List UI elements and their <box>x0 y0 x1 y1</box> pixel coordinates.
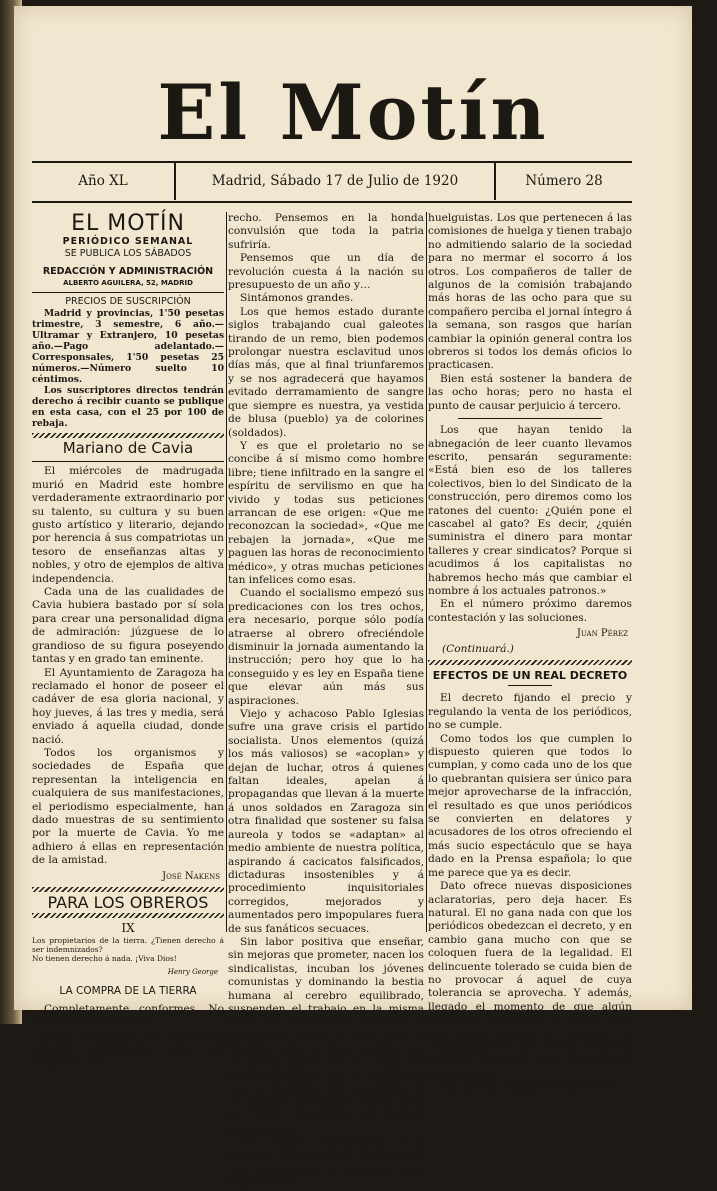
divider <box>458 418 602 419</box>
publication-schedule: SE PUBLICA LOS SÁBADOS <box>64 248 192 259</box>
obituary-signature: José Nakens <box>162 870 220 882</box>
article-paragraph: Dato ofrece nuevas disposiciones aclaratorias, pero deja hacer. Es natural. El no gana nada con que los periódicos obedezcan el decreto, y en cambio gana mucho con que se coloquen fuera de la legalidad. El delincuente tolerado se cuida bien de no provocar á aquel de cuya tolerancia se aprovecha. Y además, llegado el momento de que algún periódico molestase al señor Dato por cosas ajenas al decreto, el incumplimiento del decreto sería un pretexto excelente para atropellar á ese periódico. <box>428 880 632 1080</box>
info-bar <box>32 162 632 200</box>
column-divider <box>426 212 427 932</box>
series-number: IX <box>121 921 135 936</box>
divider <box>32 292 224 293</box>
office-heading: REDACCIÓN Y ADMINISTRACIÓN <box>42 266 214 277</box>
obituary-paragraph: Todos los organismos y sociedades de España que representan la inteligencia en cualquiera de sus manifestaciones, el periodismo especialmente, han dado muestras de su sentimiento por la muerte de Cavia. Yo me adhiero á ellas en representación de la amistad. <box>32 746 224 867</box>
prices-text: Madrid y provincias, 1'50 pesetas trimestre, 3 semestre, 6 año.—Ultramar y Extranjero, 10 pesetas año.—Pago adelantado.—Corresponsales, 1'50 pesetas 25 números.—Número suelto 10 céntimos. <box>32 308 224 385</box>
continued-note: (Continuará.) <box>442 642 514 655</box>
masthead-title: El Motín <box>157 68 549 157</box>
obituary-paragraph: El miércoles de madrugada murió en Madrid este hombre verdaderamente extraordinario por su talento, su cultura y su buen gusto artístico y literario, dejando por herencia á sus compatriotas un tesoro de enseñanzas altas y nobles, y otro de ejemplos de altiva independencia. <box>32 465 224 585</box>
article-paragraph: Y es que el proletario no se concibe á sí mismo como hombre libre; tiene infiltrado en la sangre el espíritu de servilismo en que ha vivido y todas sus peticiones arrancan de ese origen: «Que me reconozcan la sociedad», «Que me rebajen la jornada», «Que me paguen las horas de reconocimiento médico», y otras muchas peticiones tan infelices como esas. <box>228 439 424 586</box>
epigraph-line: Los propietarios de la tierra. ¿Tienen derecho á ser indemnizados? <box>32 935 224 954</box>
obituary-heading: Mariano de Cavia <box>62 439 194 457</box>
epigraph-author: Henry George <box>167 967 218 976</box>
divider <box>32 461 224 462</box>
obituary-paragraph: El Ayuntamiento de Zaragoza ha reclamado el honor de poseer el cadáver de esa gloria nacional, y hoy jueves, á las tres y media, será enviado á aquella ciudad, donde nació. <box>32 666 224 746</box>
prices-heading: PRECIOS DE SUSCRIPCIÓN <box>65 296 191 307</box>
article-paragraph: Los que hemos estado durante siglos trabajando cual galeotes tirando de un remo, bien podemos prolongar nuestra esclavitud unos días más, que al final triunfaremos y se nos agradecerá que hayamos evitado derramamiento de sangre que siempre es nuestra, ya vestida de blusa (pueblo) ya de colorines (soldados). <box>228 305 424 439</box>
ornamental-rule <box>32 913 224 918</box>
article-paragraph: Viejo y achacoso Pablo Iglesias sufre una grave crisis el partido socialista. Unos elementos (quizá los más valiosos) se «acoplan» y dejan de luchar, otros á quienes faltan ideales, apelan á propagandas que llevan á la muerte á unos soldados en Zaragoza sin otra finalidad que sostener su falsa aureola y todos se «adaptan» al medio ambiente de nuestra política, aspirando á cacicatos falsificados, dictaduras insostenibles y á procedimiento inquisitoriales corregidos, mejorados y aumentados pero impopulares fuera de sus fanáticos secuaces. <box>228 708 424 935</box>
obreros-heading: PARA LOS OBREROS <box>47 893 209 912</box>
article-paragraph: Así, que la disposición ha servido <box>440 1081 619 1094</box>
issue-number: Número 28 <box>525 173 603 189</box>
divider <box>508 685 552 686</box>
publisher-title: EL MOTÍN <box>71 211 185 236</box>
article-paragraph: huelguistas. Los que pertenecen á las comisiones de huelga y tienen trabajo no admitiendo salario de la sociedad para no mermar el socorro á los otros. Los compañeros de taller de algunos de la comisión trabajando más horas de las ocho para que su compañero perciba el jornal íntegro á la semana, son rasgos que harían cambiar la opinión general contra los obreros si todos los demás oficios lo practicasen. <box>428 212 632 372</box>
office-address: ALBERTO AGUILERA, 52, MADRID <box>63 279 193 287</box>
masthead-rule-bottom <box>32 201 632 203</box>
article-paragraph: recho. Pensemos en la honda convulsión que toda la patria sufriría. <box>228 212 424 251</box>
obituary-paragraph: Cada una de las cualidades de Cavia hubiera bastado por sí sola para crear una personalidad digna de admiración: júzguese de lo grandioso de su figura poseyendo tantas y en grado tan eminente. <box>32 586 224 666</box>
article-paragraph: Completamente conformes. No tienen derecho á nada. <box>32 1002 224 1029</box>
newspaper-page <box>14 6 692 1190</box>
ornamental-rule <box>32 887 224 892</box>
obreros-subheading: LA COMPRA DE LA TIERRA <box>59 985 197 998</box>
publisher-box <box>32 212 224 429</box>
publisher-subtitle: PERIÓDICO SEMANAL <box>62 236 194 247</box>
article-paragraph: Cuando el socialismo empezó sus predicaciones con los tres ochos, era necesario, porque sólo podía atraerse al obrero ofreciéndole disminuir la jornada aumentando la instrucción; pero hoy que lo ha conseguido y es ley en España tiene que elevar aún más sus aspiraciones. <box>228 587 424 707</box>
article-paragraph: Pero valoremos las vidas que costaría arrebatarles este mal adquirido de- <box>32 1029 224 1069</box>
article-paragraph: Pensemos que un día de revolución cuesta á la nación su presupuesto de un año y… <box>228 252 424 292</box>
decreto-heading: EFECTOS DE UN REAL DECRETO <box>432 669 628 682</box>
article-signature: Juan Pérez <box>576 628 628 640</box>
article-paragraph: En el número próximo daremos contestación y las soluciones. <box>428 598 632 624</box>
article-paragraph: El decreto fijando el precio y regulando la venta de los periódicos, no se cumple. <box>428 692 632 732</box>
prices-note: Los suscriptores directos tendrán derecho á recibir cuanto se publique en esta casa, con el 25 por 100 de rebaja. <box>32 385 224 429</box>
article-paragraph: Ha habido excepciones. Los canteros que trabajan entregando una buena parte de su jornal para sostener los <box>228 1137 424 1190</box>
epigraph-line: No tienen derecho á nada. ¡Viva Dios! <box>32 953 177 963</box>
year-label: Año XL <box>78 173 128 189</box>
column-3 <box>428 212 632 1095</box>
article-paragraph: Sintámonos grandes. <box>240 292 354 305</box>
dateline: Madrid, Sábado 17 de Julio de 1920 <box>211 173 459 189</box>
ornamental-rule <box>428 660 632 665</box>
article-paragraph: Los que hayan tenido la abnegación de leer cuanto llevamos escrito, pensarán seguramente: «Está bien eso de los talleres colectivos, bien lo del Sindicato de la construcción, pero diremos como los ratones del cuento: ¿Quién pone el cascabel al gato? Es decir, ¿quién suministra el dinero para montar talleres y crear sindicatos? Porque si acudimos á los capitalistas no habremos hecho más que cambiar el nombre á los actuales patronos.» <box>428 424 632 597</box>
column-divider <box>226 212 227 932</box>
article-paragraph: Sin labor positiva que enseñar, sin mejoras que prometer, nacen los sindicalistas, incuban los jóvenes comunistas y dominando la bestia humana al cerebro equilibrado, suspenden el trabajo en la misma Casa del Pueblo los cocineros y paran las obras en ella por la RAZON como yo paso hambre que lo pasen todos. Ni un rasgo de desprendimiento, ni un abnegado que se sacrifique por los demás, el yo primero derribando treinta años de labor societaria de mutua cooperación… <box>228 935 424 1136</box>
ornamental-rule <box>32 433 224 438</box>
column-1 <box>32 212 224 1070</box>
column-2 <box>228 212 424 1191</box>
article-paragraph: Como todos los que cumplen lo dispuesto quieren que todos lo cumplan, y como cada uno de los que lo quebrantan quisiera ser único para mejor aprovecharse de la infracción, el resultado es que unos periódicos se convierten en delatores y acusadores de los otros ofreciendo el más sucio espectáculo que se haya dado en la Prensa española; lo que me parece que ya es decir. <box>428 732 632 879</box>
article-paragraph: Bien está sostener la bandera de las ocho horas; pero no hasta el punto de causar perjuicio á tercero. <box>428 372 632 412</box>
